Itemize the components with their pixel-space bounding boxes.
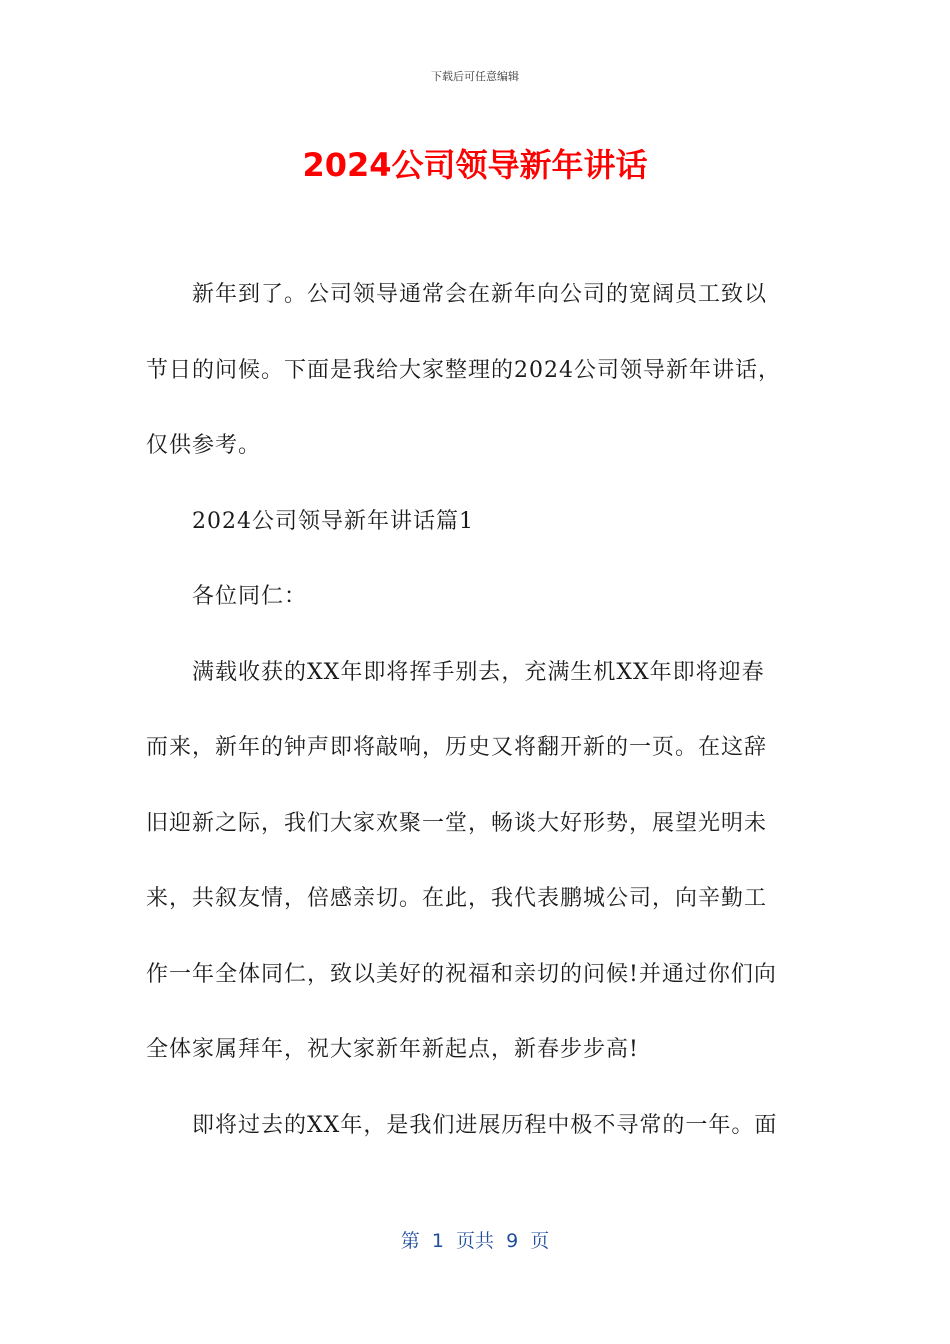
paragraph-line: 满载收获的XX年即将挥手别去，充满生机XX年即将迎春 [192,659,765,685]
salutation: 各位同仁： [192,584,308,609]
paragraph-line: 全体家属拜年，祝大家新年新起点，新春步步高! [146,1037,639,1062]
paragraph-line: 仅供参考。 [146,433,262,458]
page-header-note: 下载后可任意编辑 [431,70,519,83]
paragraph-line: 新年到了。公司领导通常会在新年向公司的宽阔员工致以 [192,282,768,307]
page-number: 第 1 页共 9 页 [400,1230,550,1252]
paragraph-line: 即将过去的XX年，是我们进展历程中极不寻常的一年。面 [192,1112,778,1138]
paragraph-line: 旧迎新之际，我们大家欢聚一堂，畅谈大好形势，展望光明未 [146,810,768,836]
document-body [146,273,806,1179]
section-heading: 2024公司领导新年讲话篇1 [192,508,474,534]
paragraph-line: 节日的问候。下面是我给大家整理的2024公司领导新年讲话， [146,357,781,383]
paragraph-line: 而来，新年的钟声即将敲响，历史又将翻开新的一页。在这辞 [146,735,768,760]
paragraph-line: 作一年全体同仁，致以美好的祝福和亲切的问候!并通过你们向 [146,961,777,987]
document-title: 2024公司领导新年讲话 [302,146,648,184]
paragraph-line: 来，共叙友情，倍感亲切。在此，我代表鹏城公司，向辛勤工 [146,886,768,911]
